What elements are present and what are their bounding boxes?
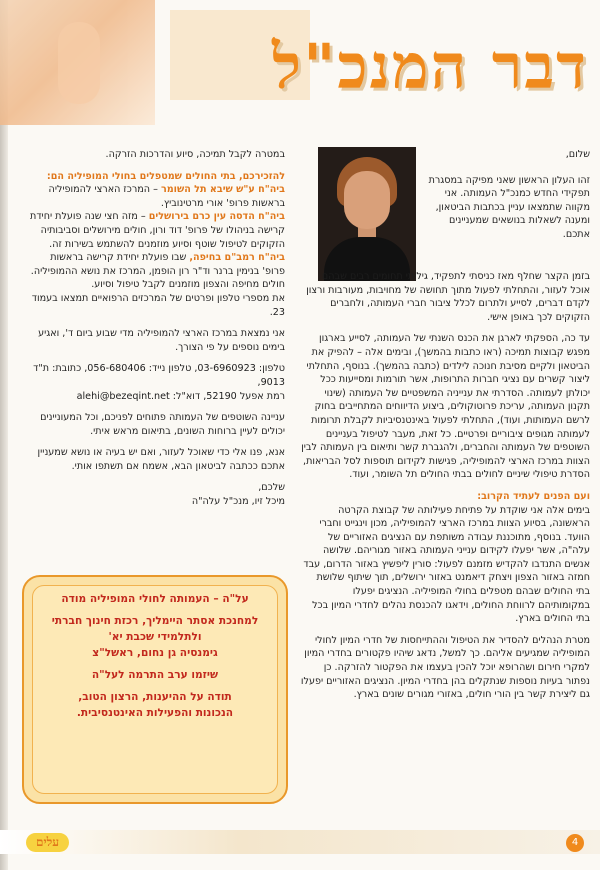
signature-line-2: מיכל זיו, מנכ"ל עלה"ה [191, 496, 285, 508]
hadassah-text: – מזה חצי שנה פועלת יחידת קרישה בניהולו של פרופ' דוד ורון, חולים מירושלים וסביבותיה הזקוקים לטיפול שוטף וסיוע מוזמנים להשתמש בשירות זה. [30, 211, 285, 250]
left-column [25, 148, 285, 517]
left-paragraph-1: במטרה לקבל תמיכה, סיוע והדרכות הזרקה. [105, 149, 285, 160]
greeting: שלום, [565, 149, 590, 160]
magazine-logo: עלים [26, 833, 69, 852]
hospitals-paragraph [25, 170, 285, 320]
contact-line-2: רמת אפעל 52190, דוא"ל: alehi@bezeqint.net [76, 390, 285, 402]
right-paragraph-3: עד כה, הספקתי לארגן את הכנס השנתי של העמותה, לסייע בארגון מפגש קבוצות תמיכה (ראו כתבות בהמשך), ובימים אלה – להפיק את הביטאון ולקיים מסיבת חנוכה לילדים (כתבה בהמשך). בנוסף, התחלתי ליצור קשרים עם נציגי חברות התרופות, אשר תורמות ומסייעות ככל יכולתן לעמותה. הסדרתי את ענייניה המשפטיים של העמותה (שינוי תקנון העמותה, עריכת פרוטוקולים, ביצוע הדיווחים המתחייבים בחוק לרשם העמותות, ועוד), התחלתי לפעול באינטנסיביות לקבלת תרומות לעמותה מגופים ציבוריים ופרטיים. כל זאת, מעבר לטיפול בעניינים השוטפים של העמותה והחברים, ולהגברת קשר ותיאום בין העמותה לבין הצוות במרכז הארצי להמופיליה, פגישות לקידום תוספות לסל הבריאות, הסדרת טיפולי שיניים לחולים בבתי החולים תל השומר, ועוד. [301, 333, 590, 481]
box-line-7: הנכונות והפעילות האינטנסיבית. [76, 707, 234, 719]
hospitals-end: את מספרי טלפון ופרטים של המרכזים הרפואיים תמצאו בעמוד 23. [31, 292, 285, 318]
sheba-text: – המרכז הארצי להמופיליה בראשות פרופ' אורי מרטינוביץ. [48, 184, 285, 209]
page-title: דבר המנכ"ל [272, 30, 588, 103]
box-line-2: למחנכת אסתר היימליך, רכזת חינוך חברתי [51, 615, 259, 627]
hospitals-title: להזכירכם, בתי החולים שמטפלים בחולי המופיליה הם: [46, 170, 285, 182]
left-paragraph-5: אנא, פנו אלי כדי שאוכל לעזור, ואם יש בעיה או נושא שמעניין אתכם ככתבה לביטאון הבא, אשמח אם תשתפו אותי. [37, 447, 285, 472]
box-line-4: גימנסיה גן נחום, ראשל"צ [92, 647, 218, 659]
right-paragraph-5: מטרת הנהלים להסדיר את הטיפול וההתייחסות של חדרי המיון לחולי המופיליה שמגיעים אליהם. כך למשל, נדאג שיהיו פקטורים בחדרי המיון למקרי חירום ושהרופא יוכל להכין בעצמו את הפקטור להזרקה. כן נפתור בעיות נוספות שנתקלים בהן בחדרי המיון. הנציגים האזוריים יפעלו גם ליצירת קשר בין הורי חולים, באזורי מגורים שונים בארץ. [300, 634, 590, 701]
rambam-label: ביה"ח רמב"ם בחיפה, [189, 252, 285, 264]
footer-bar [0, 830, 600, 854]
hadassah-label: ביה"ח הדסה עין כרם בירושלים [148, 211, 285, 223]
box-line-6: תודה על ההיענות, הרצון הטוב, [78, 691, 232, 703]
future-section-title: ועם הפנים לעתיד הקרוב: [477, 490, 590, 502]
right-column-top [425, 148, 590, 250]
sheba-label: ביה"ח ע"ש שיבא תל השומר [160, 184, 285, 196]
box-line-5: שיזמו ערב התרמה לעל"ה [91, 669, 219, 681]
signature-block [25, 481, 285, 508]
page-number: 4 [566, 834, 584, 852]
right-paragraph-4: בימים אלה אני שוקדת על פתיחת פעילותה של קבוצת הקרטה הראשונה, בסיוע הצוות במרכז הארצי להמופיליה, מכון וינגייט וחברי הוועד. בנוסף, מתוכננת עבודה משותפת עם הנציגים האזוריים של עלה"ה, אשר יפעלו לקידום ענייני העמותה באזור מגוריהם. שלושה אנשים התנדבו להקדיש מזמנם לפעול: סורין ליפשיץ באזור הדרום, עבד חמזה באזור הצפון ויצחק דיאמנט באזור ירושלים, תוך שיתוף שלושת בתי החולים שבהם מטפלים בחולי המופיליה. הנציגים יפעלו במקומותיהם לרווחת החולים, וידאגו להכנסת נהלים לחדרי המיון בכל בתי החולים בארץ. [303, 504, 590, 625]
contact-block [25, 362, 285, 403]
box-line-1: על"ה – העמותה לחולי המופיליה מודה [61, 593, 249, 605]
left-paragraph-4: עניינה השוטפים של העמותה פתוחים לפניכם, וכל המעוניינים יכולים לעיין ברוחות השונים, בתיאום מראש איתי. [40, 412, 285, 437]
decorative-photo [0, 0, 155, 125]
author-portrait [318, 147, 416, 281]
contact-line-1: טלפון: 03-6960923, טלפון נייד: 056-680406, כתובת: ת"ד 9013, [33, 363, 285, 388]
right-paragraph-1: זהו העלון הראשון שאני מפיקה במסגרת תפקידי החדש כמנכ"ל העמותה. אני מקווה שתמצאו עניין בכתבות הביטאון, ומענה לשאלות בנושאים שמעניינים אתכם. [428, 174, 590, 240]
left-paragraph-3: אני נמצאת במרכז הארצי להמופיליה מדי שבוע ביום ד', ואגיע בימים נוספים על פי הצורך. [38, 328, 285, 353]
box-line-3: ולתלמידי שכבת יא' [108, 631, 202, 643]
thank-you-box [22, 575, 288, 804]
right-column-body [300, 270, 590, 702]
page-spine [0, 0, 8, 870]
rambam-text: שבו פועלת יחידת קרישה בראשות פרופ' בנימין ברנר וד"ר רון הופמן, המרכז את נושא ההמופיליה. חולים מחיפה והצפון מוזמנים לקבל טיפול וסיוע. [30, 252, 285, 291]
signature-line-1: שלכם, [258, 482, 285, 494]
thank-you-text [34, 591, 276, 727]
right-paragraph-2: בזמן הקצר שחלף מאז כניסתי לתפקיד, גיליתי תחומים רבים שבהם אוכל לעזור, והתחלתי לפעול מתוך תחושה של מחויבות, מעורבות ורצון לקדם דברים, לסייע ולתרום לכלל ציבור חברי העמותה, ולחברים הזקוקים לכך באופן אישי. [306, 271, 590, 323]
